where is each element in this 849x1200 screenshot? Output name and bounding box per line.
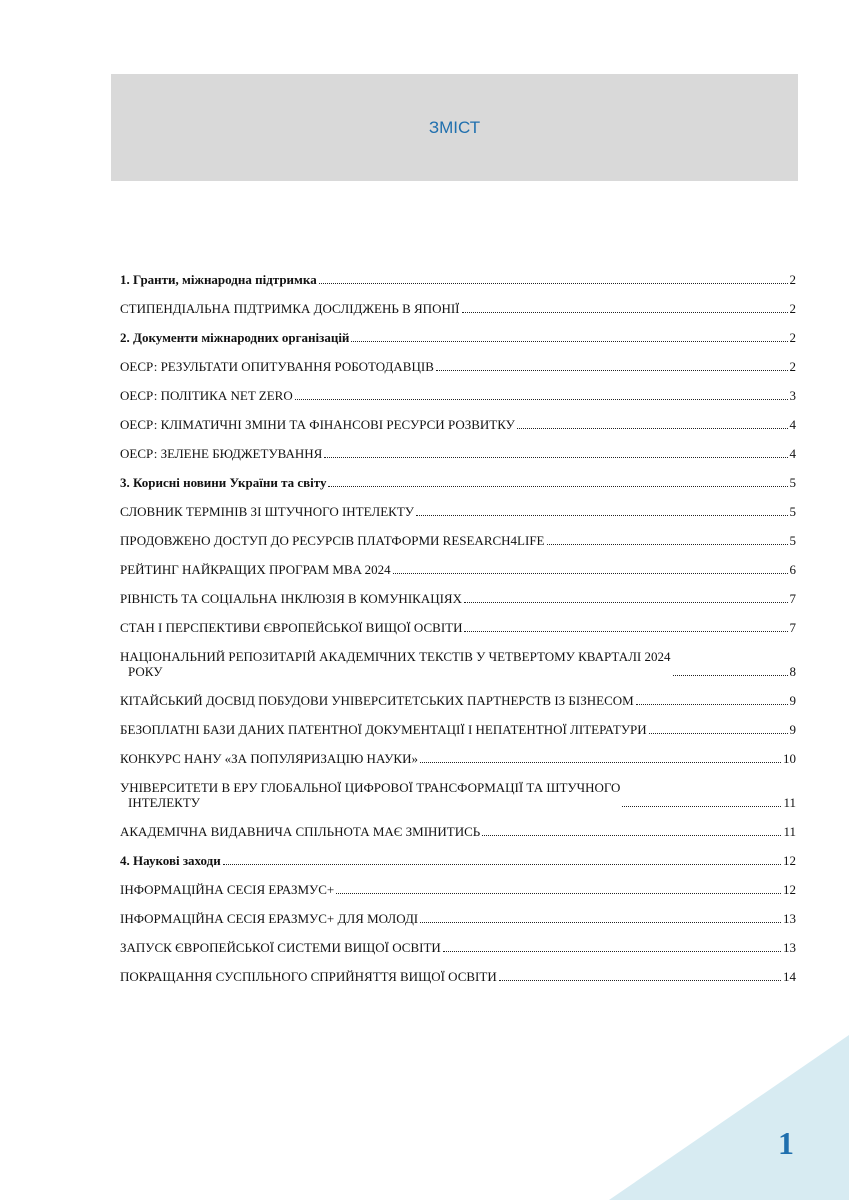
toc-entry-title: ІНФОРМАЦІЙНА СЕСІЯ ЕРАЗМУС+ ДЛЯ МОЛОДІ xyxy=(120,911,419,926)
toc-entry-title-line2: ІНТЕЛЕКТУ xyxy=(128,795,201,810)
toc-entry-page: 3 xyxy=(789,388,796,403)
toc-entry-title: ОЕСР: ПОЛІТИКА NET ZERO xyxy=(120,388,293,403)
toc-entry-page: 9 xyxy=(789,693,796,708)
toc-entry[interactable] xyxy=(120,417,796,432)
toc-header-band xyxy=(111,74,798,181)
dot-leader xyxy=(622,805,781,807)
toc-entry[interactable] xyxy=(120,722,796,737)
toc-entry-title: ПОКРАЩАННЯ СУСПІЛЬНОГО СПРИЙНЯТТЯ ВИЩОЇ ОСВІТИ xyxy=(120,969,497,984)
toc-entry-page: 2 xyxy=(789,272,796,287)
toc-entry[interactable] xyxy=(120,940,796,955)
toc-entry-page: 13 xyxy=(783,940,796,955)
toc-entry-title: КІТАЙСЬКИЙ ДОСВІД ПОБУДОВИ УНІВЕРСИТЕТСЬКИХ ПАРТНЕРСТВ ІЗ БІЗНЕСОМ xyxy=(120,693,634,708)
toc-entry-title xyxy=(120,649,671,679)
toc-entry-page: 11 xyxy=(783,824,796,839)
toc-entry-page: 5 xyxy=(789,533,796,548)
toc-entry-page: 5 xyxy=(789,504,796,519)
toc-heading: ЗМІСТ xyxy=(428,118,481,137)
dot-leader xyxy=(295,398,788,400)
toc-entry-page: 10 xyxy=(783,751,796,766)
toc-entry[interactable] xyxy=(120,591,796,606)
toc-entry-title: 2. Документи міжнародних організацій xyxy=(120,330,350,345)
toc-entry-title-line2: РОКУ xyxy=(128,664,163,679)
toc-entry[interactable] xyxy=(120,388,796,403)
dot-leader xyxy=(649,732,788,734)
toc-entry[interactable] xyxy=(120,969,796,984)
toc-entry-title: РЕЙТИНГ НАЙКРАЩИХ ПРОГРАМ MBA 2024 xyxy=(120,562,391,577)
toc-entry[interactable] xyxy=(120,780,796,810)
toc-entry-title: ОЕСР: ЗЕЛЕНЕ БЮДЖЕТУВАННЯ xyxy=(120,446,323,461)
toc-entry-page: 2 xyxy=(789,359,796,374)
toc-entry-title: 4. Наукові заходи xyxy=(120,853,221,868)
dot-leader xyxy=(328,485,787,487)
toc-entry-title-line1: УНІВЕРСИТЕТИ В ЕРУ ГЛОБАЛЬНОЇ ЦИФРОВОЇ ТРАНСФОРМАЦІЇ ТА ШТУЧНОГО xyxy=(120,780,621,795)
toc-entry-title: ІНФОРМАЦІЙНА СЕСІЯ ЕРАЗМУС+ xyxy=(120,882,335,897)
dot-leader xyxy=(324,456,787,458)
dot-leader xyxy=(517,427,788,429)
toc-entry[interactable] xyxy=(120,693,796,708)
toc-entry-title: КОНКУРС НАНУ «ЗА ПОПУЛЯРИЗАЦІЮ НАУКИ» xyxy=(120,751,418,766)
toc-entry-title: ОЕСР: РЕЗУЛЬТАТИ ОПИТУВАННЯ РОБОТОДАВЦІВ xyxy=(120,359,434,374)
toc-entry[interactable] xyxy=(120,824,796,839)
toc-entry-page: 2 xyxy=(789,330,796,345)
toc-entry-page: 5 xyxy=(789,475,796,490)
toc-entry-title: 3. Корисні новини України та світу xyxy=(120,475,327,490)
toc-entry-page: 14 xyxy=(783,969,796,984)
dot-leader xyxy=(420,761,781,763)
toc-entry[interactable] xyxy=(120,359,796,374)
toc-entry[interactable] xyxy=(120,882,796,897)
dot-leader xyxy=(499,979,781,981)
toc-entry-title: ОЕСР: КЛІМАТИЧНІ ЗМІНИ ТА ФІНАНСОВІ РЕСУРСИ РОЗВИТКУ xyxy=(120,417,515,432)
toc-entry-page: 7 xyxy=(789,620,796,635)
toc-entry-title: СТАН І ПЕРСПЕКТИВИ ЄВРОПЕЙСЬКОЇ ВИЩОЇ ОСВІТИ xyxy=(120,620,463,635)
toc-entry-page: 4 xyxy=(789,417,796,432)
dot-leader xyxy=(416,514,788,516)
toc-section-entry[interactable] xyxy=(120,330,796,345)
toc-entry-title: АКАДЕМІЧНА ВИДАВНИЧА СПІЛЬНОТА МАЄ ЗМІНИТИСЬ xyxy=(120,824,481,839)
dot-leader xyxy=(462,311,788,313)
toc-entry-page: 12 xyxy=(783,882,796,897)
toc-entry-title xyxy=(120,780,620,810)
dot-leader xyxy=(464,601,788,603)
toc-entry[interactable] xyxy=(120,533,796,548)
corner-decoration xyxy=(609,1035,849,1200)
toc-section-entry[interactable] xyxy=(120,475,796,490)
toc-entry-title-line1: НАЦІОНАЛЬНИЙ РЕПОЗИТАРІЙ АКАДЕМІЧНИХ ТЕКСТІВ У ЧЕТВЕРТОМУ КВАРТАЛІ 2024 xyxy=(120,649,671,664)
toc-section-entry[interactable] xyxy=(120,853,796,868)
toc-entry[interactable] xyxy=(120,620,796,635)
toc-entry-page: 9 xyxy=(789,722,796,737)
dot-leader xyxy=(420,921,781,923)
toc-entry[interactable] xyxy=(120,562,796,577)
dot-leader xyxy=(393,572,788,574)
page-number: 1 xyxy=(778,1125,794,1161)
toc-entry-title: СТИПЕНДІАЛЬНА ПІДТРИМКА ДОСЛІДЖЕНЬ В ЯПОНІЇ xyxy=(120,301,460,316)
toc-entry-page: 7 xyxy=(789,591,796,606)
toc-entry[interactable] xyxy=(120,301,796,316)
toc-entry[interactable] xyxy=(120,504,796,519)
dot-leader xyxy=(223,863,781,865)
dot-leader xyxy=(436,369,788,371)
toc-entry-title: БЕЗОПЛАТНІ БАЗИ ДАНИХ ПАТЕНТНОЇ ДОКУМЕНТАЦІЇ І НЕПАТЕНТНОЇ ЛІТЕРАТУРИ xyxy=(120,722,647,737)
toc-entry[interactable] xyxy=(120,751,796,766)
toc-entry[interactable] xyxy=(120,911,796,926)
toc-section-entry[interactable] xyxy=(120,272,796,287)
toc-entry-title: СЛОВНИК ТЕРМІНІВ ЗІ ШТУЧНОГО ІНТЕЛЕКТУ xyxy=(120,504,414,519)
toc-entry[interactable] xyxy=(120,649,796,679)
toc-entry-page: 6 xyxy=(789,562,796,577)
dot-leader xyxy=(464,630,787,632)
dot-leader xyxy=(443,950,781,952)
toc-entry-page: 4 xyxy=(789,446,796,461)
dot-leader xyxy=(351,340,787,342)
toc-entry-page: 12 xyxy=(783,853,796,868)
toc-entry-page: 8 xyxy=(789,664,796,679)
toc-entry-title: РІВНІСТЬ ТА СОЦІАЛЬНА ІНКЛЮЗІЯ В КОМУНІКАЦІЯХ xyxy=(120,591,462,606)
toc-entry-page: 2 xyxy=(789,301,796,316)
dot-leader xyxy=(636,703,788,705)
toc-entry-title: ПРОДОВЖЕНО ДОСТУП ДО РЕСУРСІВ ПЛАТФОРМИ RESEARCH4LIFE xyxy=(120,533,545,548)
dot-leader xyxy=(673,674,788,676)
dot-leader xyxy=(319,282,788,284)
toc-entry-page: 11 xyxy=(783,795,796,810)
dot-leader xyxy=(336,892,781,894)
dot-leader xyxy=(482,834,781,836)
toc-entry-title: 1. Гранти, міжнародна підтримка xyxy=(120,272,317,287)
table-of-contents xyxy=(120,272,796,998)
dot-leader xyxy=(547,543,788,545)
toc-entry-page: 13 xyxy=(783,911,796,926)
toc-entry-title: ЗАПУСК ЄВРОПЕЙСЬКОЇ СИСТЕМИ ВИЩОЇ ОСВІТИ xyxy=(120,940,441,955)
toc-entry[interactable] xyxy=(120,446,796,461)
